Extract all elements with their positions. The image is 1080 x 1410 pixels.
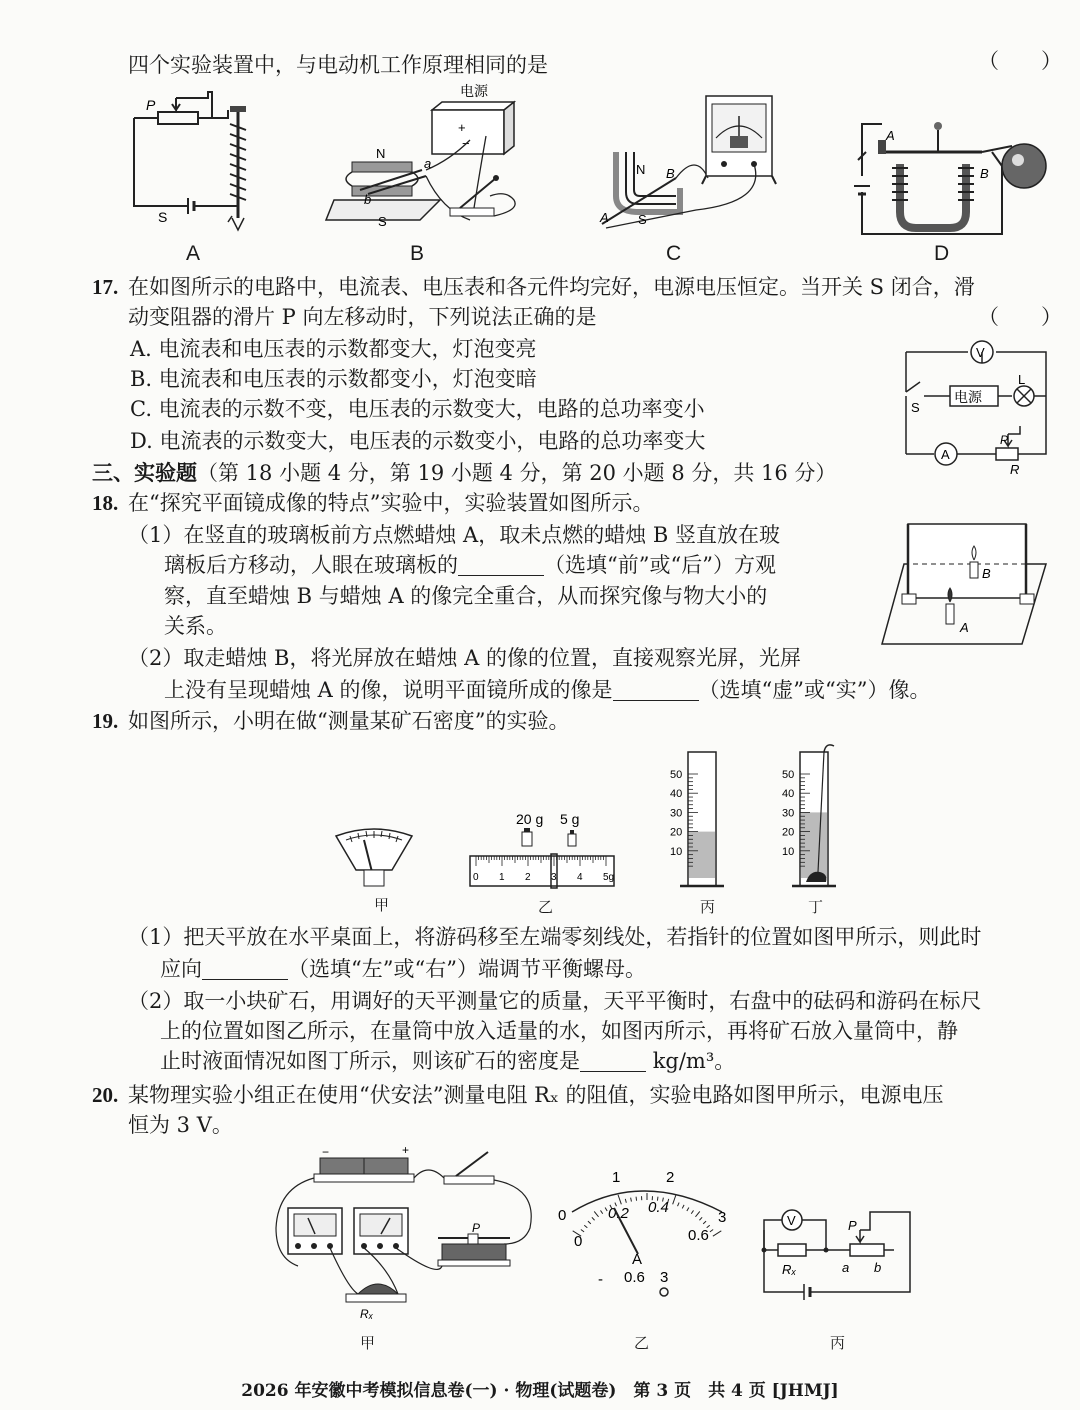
svg-text:−: − — [462, 136, 470, 151]
cylinder-tick-label: 20 — [782, 826, 795, 839]
q18-part2-line-2: 上没有呈现蜡烛 A 的像，说明平面镜所成的像是 （选填“虚”或“实”）像。 — [164, 678, 931, 702]
q17-option-c: C. 电流表的示数不变，电压表的示数变大，电路的总功率变小 — [130, 397, 705, 421]
q17-number: 17. — [92, 275, 119, 299]
q16-option-b-label: B — [410, 242, 425, 265]
q16-option-d-label: D — [934, 242, 950, 265]
q18-answer-blank-1[interactable] — [458, 553, 544, 576]
q20-fig-bing-a: a — [842, 1260, 850, 1275]
cylinder-tick-label: 30 — [782, 807, 795, 820]
q19-answer-blank-2[interactable] — [580, 1049, 646, 1072]
q20-fig-jia-p: P — [472, 1221, 481, 1235]
q18-part1-line-2: 璃板后方移动，人眼在玻璃板的 （选填“前”或“后”）方观 — [164, 553, 776, 577]
q19-part2-line-3: 止时液面情况如图丁所示，则该矿石的密度是 kg/m³。 — [160, 1049, 736, 1073]
q16-answer-paren: （ ） — [978, 49, 1062, 73]
q20-meter-term-06: 0.6 — [624, 1269, 645, 1286]
q20-fig-yi-ammeter — [552, 1168, 738, 1308]
q16-fig-b-n: N — [376, 146, 386, 161]
q17-circuit-figure — [900, 336, 1050, 476]
q20-meter-top-1: 1 — [612, 1169, 621, 1186]
q17-fig-l: L — [1018, 372, 1026, 387]
q16-option-c-label: C — [666, 242, 682, 265]
q19-fig-yi-ruler — [466, 808, 622, 898]
page-footer: 2026 年安徽中考模拟信息卷(一) · 物理(试题卷) 第 3 页 共 4 页 [JHMJ] — [241, 1381, 839, 1401]
q20-fig-bing-p: P — [848, 1218, 857, 1233]
q20-fig-bing-b: b — [874, 1260, 882, 1275]
q20-caption-bing: 丙 — [830, 1334, 846, 1352]
q20-meter-top-3: 3 — [718, 1209, 727, 1226]
q17-option-b: B. 电流表和电压表的示数都变小，灯泡变暗 — [130, 367, 537, 391]
q18-part1-line-4: 关系。 — [164, 614, 227, 638]
q19-fig-bing-cylinder — [668, 748, 738, 894]
q16-stem: 四个实验装置中，与电动机工作原理相同的是 — [128, 53, 548, 77]
q16-fig-a-p: P — [146, 97, 156, 113]
q18-stem: 在“探究平面镜成像的特点”实验中，实验装置如图所示。 — [128, 491, 654, 515]
q16-figure-b — [330, 80, 530, 240]
q16-fig-a-s: S — [158, 209, 168, 225]
cylinder-tick-label: 30 — [670, 807, 683, 820]
q16-fig-c-n: N — [636, 162, 646, 177]
svg-text:−: − — [322, 1145, 330, 1159]
q18-part2-line-1: （2）取走蜡烛 B，将光屏放在蜡烛 A 的像的位置，直接观察光屏，光屏 — [128, 646, 801, 670]
q19-caption-jia: 甲 — [374, 896, 390, 914]
q20-number: 20. — [92, 1083, 119, 1107]
cylinder-tick-label: 10 — [782, 845, 795, 858]
q20-fig-jia-circuit — [268, 1143, 544, 1324]
q19-fig-ding-cylinder — [780, 742, 850, 894]
cylinder-tick-label: 40 — [782, 788, 795, 801]
q16-fig-b-s: S — [378, 214, 387, 229]
q16-fig-c-s: S — [638, 212, 647, 227]
section-3-header — [92, 458, 836, 488]
q19-part2-line-2: 上的位置如图乙所示，在量筒中放入适量的水，如图丙所示，再将矿石放入量筒中，静 — [160, 1019, 958, 1043]
q19-weight-20g: 20 g — [516, 811, 544, 827]
q20-caption-jia: 甲 — [360, 1334, 376, 1352]
q16-fig-c-a: A — [600, 210, 609, 225]
q18-answer-blank-2[interactable] — [613, 678, 699, 701]
q17-fig-power: 电源 — [954, 389, 982, 405]
cylinder-tick-label: 50 — [670, 769, 683, 781]
q16-fig-d-a: A — [886, 128, 895, 143]
q20-meter-top-2: 2 — [666, 1169, 675, 1186]
q16-fig-b-power: 电源 — [460, 83, 488, 99]
q18-fig-b: B — [982, 566, 991, 581]
q19-caption-ding: 丁 — [808, 898, 824, 916]
q19-ruler-tick-label: 3 — [551, 872, 557, 883]
q20-meter-bottom-3: 0.6 — [688, 1227, 709, 1244]
q17-line-1: 在如图所示的电路中，电流表、电压表和各元件均完好，电源电压恒定。当开关 S 闭合，滑 — [128, 275, 975, 299]
q20-meter-unit: A — [632, 1251, 643, 1268]
q20-fig-bing-rx: Rₓ — [782, 1262, 797, 1277]
q17-fig-r: R — [1010, 462, 1020, 477]
q18-part1-line-1: （1）在竖直的玻璃板前方点燃蜡烛 A，取未点燃的蜡烛 B 竖直放在玻 — [128, 523, 780, 547]
q20-line-2: 恒为 3 V。 — [128, 1113, 233, 1137]
q18-part1-line-3: 察，直至蜡烛 B 与蜡烛 A 的像完全重合，从而探究像与物大小的 — [164, 584, 768, 608]
q20-fig-bing-v: V — [787, 1213, 796, 1228]
q20-line-1: 某物理实验小组正在使用“伏安法”测量电阻 Rₓ 的阻值，实验电路如图甲所示，电源电压 — [128, 1083, 944, 1107]
section-3-detail: （第 18 小题 4 分，第 19 小题 4 分，第 20 小题 8 分，共 16 分） — [197, 461, 837, 485]
q17-fig-s: S — [911, 400, 920, 415]
q20-fig-jia-rx: Rₓ — [360, 1307, 374, 1321]
cylinder-tick-label: 50 — [782, 769, 795, 781]
q18-number: 18. — [92, 491, 119, 515]
section-3-title: 三、实验题 — [92, 460, 197, 485]
q16-fig-c-b: B — [666, 166, 675, 181]
cylinder-tick-label: 40 — [670, 788, 683, 801]
q20-caption-yi: 乙 — [634, 1334, 650, 1352]
q16-fig-b-b: b — [364, 192, 372, 207]
q19-ruler-tick-label: 2 — [525, 872, 531, 883]
q19-part1-line-1: （1）把天平放在水平桌面上，将游码移至左端零刻线处，若指针的位置如图甲所示，则此时 — [128, 925, 982, 949]
q20-meter-term-3: 3 — [660, 1269, 669, 1286]
q16-figure-a — [128, 88, 268, 248]
q19-stem: 如图所示，小明在做“测量某矿石密度”的实验。 — [128, 709, 570, 733]
q20-fig-bing-circuit — [760, 1200, 916, 1304]
q20-meter-term-minus: - — [598, 1271, 603, 1288]
q19-part1-line-2: 应向 （选填“左”或“右”）端调节平衡螺母。 — [160, 957, 646, 981]
q19-ruler-tick-label: 4 — [577, 872, 583, 883]
q19-caption-yi: 乙 — [538, 898, 554, 916]
svg-text:+: + — [402, 1143, 410, 1157]
q20-meter-bottom-2: 0.4 — [648, 1199, 669, 1216]
q20-meter-bottom-1: 0.2 — [608, 1205, 629, 1222]
q18-fig-a: A — [960, 620, 969, 635]
q19-fig-jia-dial — [334, 826, 414, 896]
q17-option-a: A. 电流表和电压表的示数都变大，灯泡变亮 — [130, 337, 537, 361]
q19-ruler-tick-label: 5g — [603, 872, 615, 883]
q19-part2-line-1: （2）取一小块矿石，用调好的天平测量它的质量，天平平衡时，右盘中的砝码和游码在标尺 — [128, 989, 982, 1013]
q19-number: 19. — [92, 709, 119, 733]
q18-mirror-figure — [880, 518, 1050, 648]
q19-answer-blank-1[interactable] — [202, 957, 288, 980]
cylinder-tick-label: 20 — [670, 826, 683, 839]
q17-fig-p: P — [1000, 433, 1009, 447]
q19-ruler-tick-label: 0 — [473, 872, 479, 883]
svg-text:+: + — [458, 120, 466, 135]
q20-meter-bottom-0: 0 — [574, 1233, 583, 1250]
q16-fig-d-b: B — [980, 166, 989, 181]
q20-meter-top-0: 0 — [558, 1207, 567, 1224]
cylinder-tick-label: 10 — [670, 845, 683, 858]
q19-caption-bing: 丙 — [700, 898, 716, 916]
q17-line-2: 动变阻器的滑片 P 向左移动时，下列说法正确的是 — [128, 305, 597, 329]
q17-option-d: D. 电流表的示数变大，电压表的示数变小，电路的总功率变大 — [130, 429, 706, 453]
q17-fig-a: A — [941, 447, 950, 462]
q16-figure-c — [596, 92, 786, 242]
q16-option-a-label: A — [186, 242, 201, 265]
q19-ruler-tick-label: 1 — [499, 872, 505, 883]
q17-answer-paren: （ ） — [978, 305, 1062, 329]
q16-fig-b-a: a — [424, 156, 432, 171]
q16-figure-d — [852, 116, 1052, 246]
q17-fig-v: V — [976, 345, 985, 360]
q19-weight-5g: 5 g — [560, 811, 580, 827]
